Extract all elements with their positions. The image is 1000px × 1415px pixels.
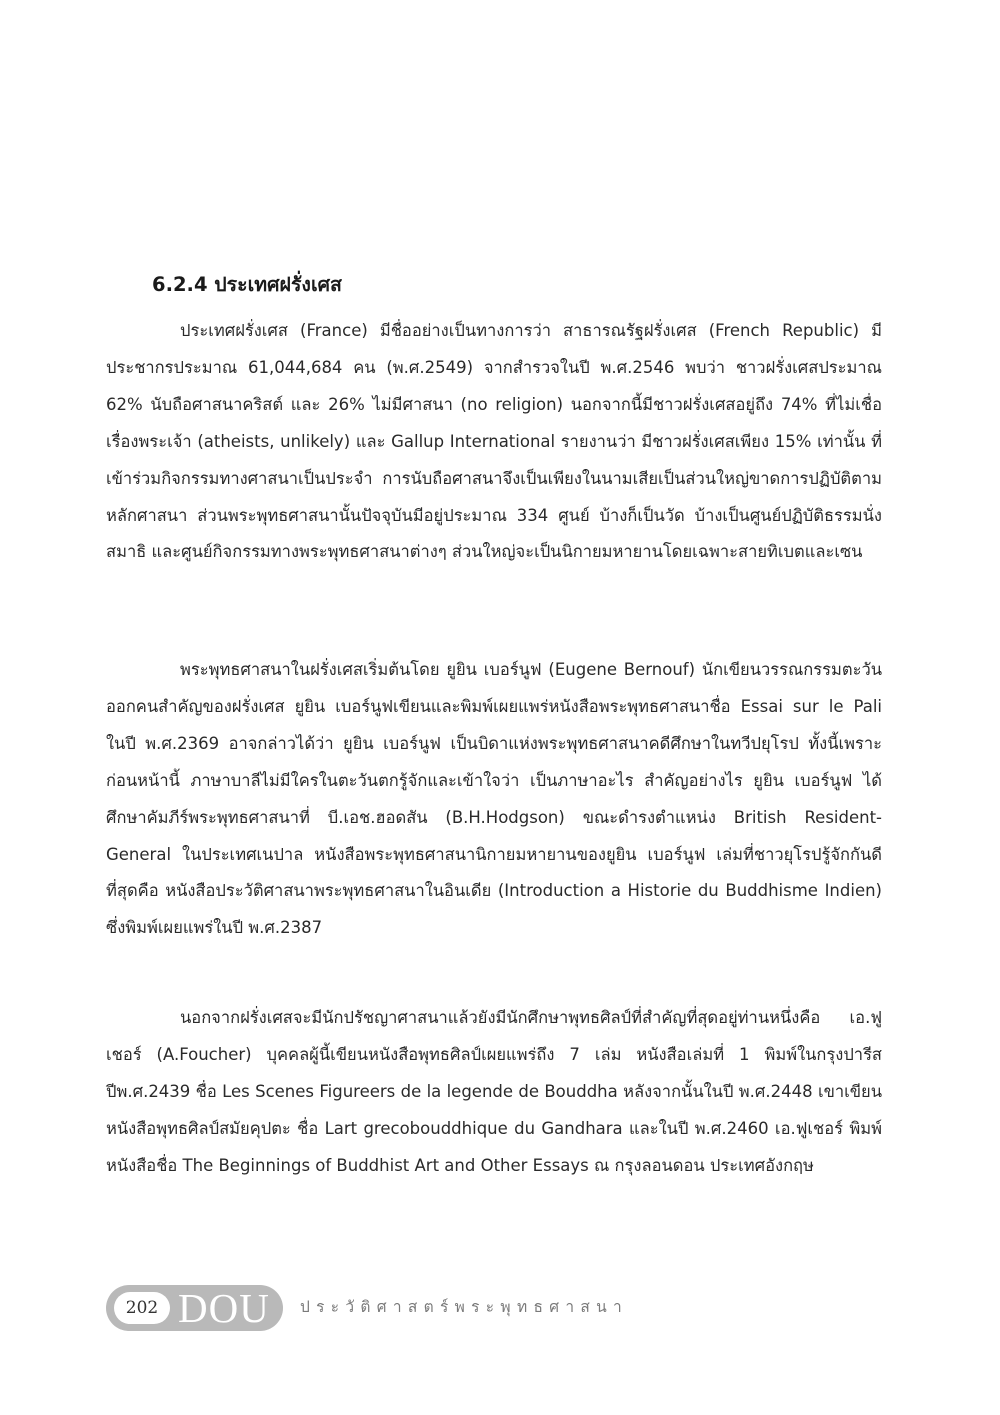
page-number: 202 <box>114 1292 170 1324</box>
footer-book-title: ประวัติศาสตร์พระพุทธศาสนา <box>300 1298 629 1316</box>
paragraph-eugene-bernouf: พระพุทธศาสนาในฝรั่งเศสเริ่มต้นโดย ยูยิน เบอร์นูฟ (Eugene Bernouf) นักเขียนวรรณกรรมตะวันออกคนสำคัญของฝรั่งเศส ยูยิน เบอร์นูฟเขียนและพิมพ์เผยแพร่หนังสือพระพุทธศาสนาชื่อ Essai sur le Pali ในปี พ.ศ.2369 อาจกล่าวได้ว่า ยูยิน เบอร์นูฟ เป็นบิดาแห่งพระพุทธศาสนาคดีศึกษาในทวีปยุโรป ทั้งนี้เพราะก่อนหน้านี้ ภาษาบาลีไม่มีใครในตะวันตกรู้จักและเข้าใจว่า เป็นภาษาอะไร สำคัญอย่างไร ยูยิน เบอร์นูฟ ได้ศึกษาคัมภีร์พระพุทธศาสนาที่ บี.เอช.ฮอดสัน (B.H.Hodgson) ขณะดำรงตำแหน่ง British Resident-General ในประเทศเนปาล หนังสือพระพุทธศาสนานิกายมหายานของยูยิน เบอร์นูฟ เล่มที่ชาวยุโรปรู้จักกันดีที่สุดคือ หนังสือประวัติศาสนาพระพุทธศาสนาในอินเดีย (Introduction a Historie du Buddhisme Indien) ซึ่งพิมพ์เผยแพร่ในปี พ.ศ.2387 <box>106 660 882 938</box>
dou-logo: DOU <box>178 1285 270 1331</box>
paragraph-foucher: นอกจากฝรั่งเศสจะมีนักปรัชญาศาสนาแล้วยังมีนักศึกษาพุทธศิลป์ที่สำคัญที่สุดอยู่ท่านหนึ่งคือ เอ.ฟูเชอร์ (A.Foucher) บุคคลผู้นี้เขียนหนังสือพุทธศิลป์เผยแพร่ถึง 7 เล่ม หนังสือเล่มที่ 1 พิมพ์ในกรุงปารีส ปีพ.ศ.2439 ชื่อ Les Scenes Figureers de la legende de Bouddha หลังจากนั้นในปี พ.ศ.2448 เขาเขียนหนังสือพุทธศิลป์สมัยคุปตะ ชื่อ Lart grecobouddhique du Gandhara และในปี พ.ศ.2460 เอ.ฟูเชอร์ พิมพ์หนังสือชื่อ The Beginnings of Buddhist Art and Other Essays ณ กรุงลอนดอน ประเทศอังกฤษ <box>106 1008 882 1175</box>
section-heading: 6.2.4 ประเทศฝรั่งเศส <box>152 273 342 296</box>
paragraph-france-overview: ประเทศฝรั่งเศส (France) มีชื่ออย่างเป็นทางการว่า สาธารณรัฐฝรั่งเศส (French Republic) มีประชากรประมาณ 61,044,684 คน (พ.ศ.2549) จากสำรวจในปี พ.ศ.2546 พบว่า ชาวฝรั่งเศสประมาณ 62% นับถือศาสนาคริสต์ และ 26% ไม่มีศาสนา (no religion) นอกจากนี้มีชาวฝรั่งเศสอยู่ถึง 74% ที่ไม่เชื่อเรื่องพระเจ้า (atheists, unlikely) และ Gallup International รายงานว่า มีชาวฝรั่งเศสเพียง 15% เท่านั้น ที่เข้าร่วมกิจกรรมทางศาสนาเป็นประจำ การนับถือศาสนาจึงเป็นเพียงในนามเสียเป็นส่วนใหญ่ขาดการปฏิบัติตามหลักศาสนา ส่วนพระพุทธศาสนานั้นปัจจุบันมีอยู่ประมาณ 334 ศูนย์ บ้างก็เป็นวัด บ้างเป็นศูนย์ปฏิบัติธรรมนั่งสมาธิ และศูนย์กิจกรรมทางพระพุทธศาสนาต่างๆ ส่วนใหญ่จะเป็นนิกายมหายานโดยเฉพาะสายทิเบตและเซน <box>106 321 882 562</box>
footer-badge <box>106 1285 283 1331</box>
